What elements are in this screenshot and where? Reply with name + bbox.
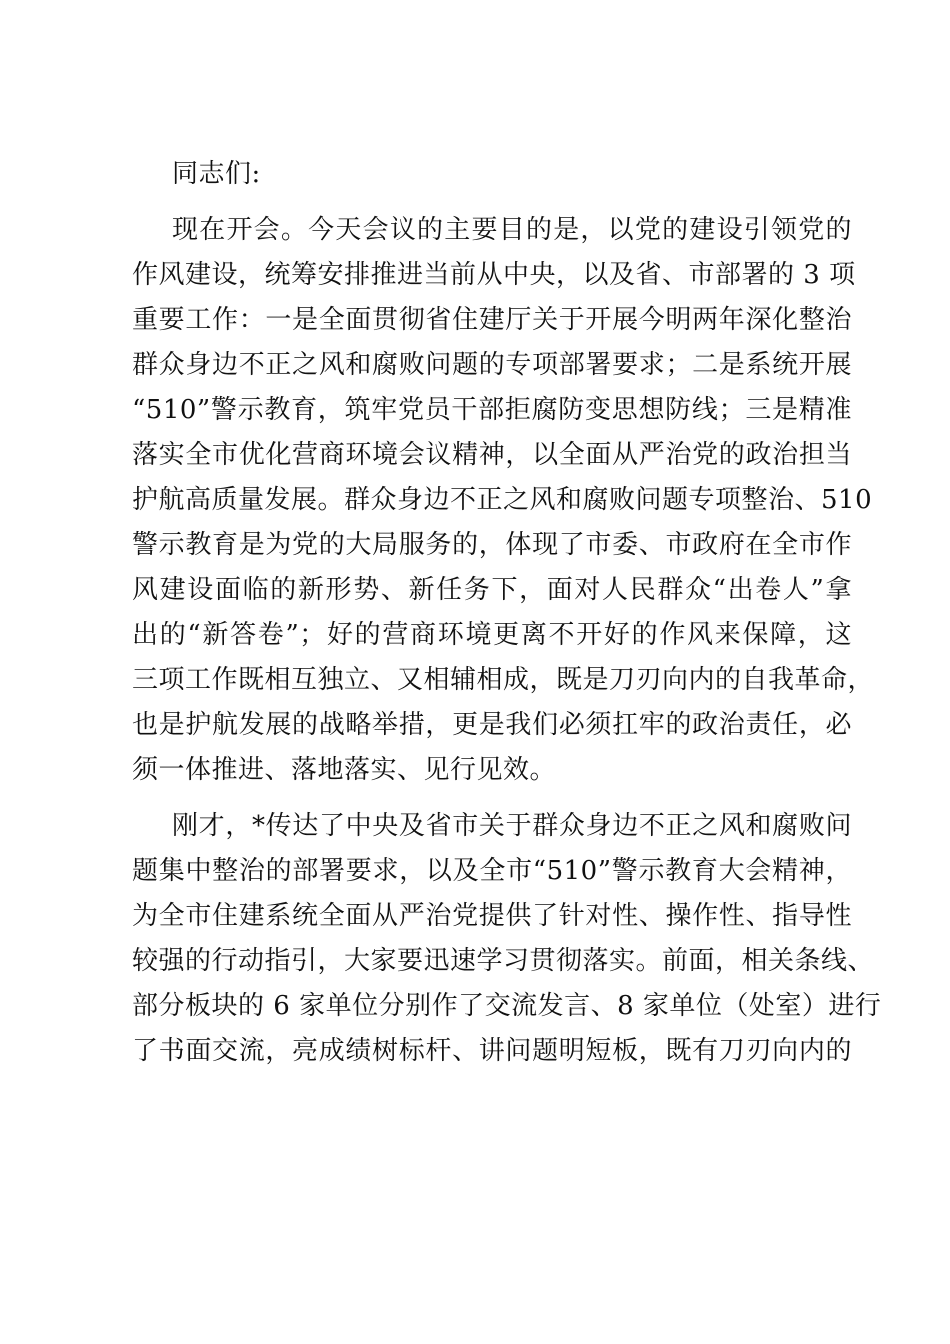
paragraph-line: “510”警示教育，筑牢党员干部拒腐防变思想防线；三是精准 (132, 395, 852, 425)
paragraph-line: 落实全市优化营商环境会议精神，以全面从严治党的政治担当 (132, 440, 852, 470)
paragraph-line: 也是护航发展的战略举措，更是我们必须扛牢的政治责任，必 (132, 710, 852, 740)
paragraph-line: 部分板块的 6 家单位分别作了交流发言、8 家单位（处室）进行 (132, 991, 882, 1021)
paragraph-line: 三项工作既相互独立、又相辅相成，既是刀刃向内的自我革命， (132, 665, 875, 695)
paragraph-line: 重要工作：一是全面贯彻省住建厅关于开展今明两年深化整治 (132, 305, 852, 335)
paragraph-line: 须一体推进、落地落实、见行见效。 (132, 755, 557, 785)
paragraph-line: 风建设面临的新形势、新任务下，面对人民群众“出卷人”拿 (132, 575, 852, 605)
paragraph-gap (132, 197, 852, 208)
paragraph-line: 现在开会。今天会议的主要目的是，以党的建设引领党的 (172, 215, 852, 245)
paragraph-2 (132, 804, 882, 1074)
paragraph-line: 护航高质量发展。群众身边不正之风和腐败问题专项整治、510 (132, 485, 873, 515)
paragraph-line: 出的“新答卷”；好的营商环境更离不开好的作风来保障，这 (132, 620, 852, 650)
paragraph-line: 刚才，*传达了中央及省市关于群众身边不正之风和腐败问 (172, 811, 852, 841)
paragraph-line: 群众身边不正之风和腐败问题的专项部署要求；二是系统开展 (132, 350, 852, 380)
paragraph-line: 题集中整治的部署要求，以及全市“510”警示教育大会精神， (132, 856, 852, 886)
salutation: 同志们: (172, 159, 261, 189)
paragraph-line: 为全市住建系统全面从严治党提供了针对性、操作性、指导性 (132, 901, 852, 931)
paragraph-1 (132, 208, 875, 793)
document-body (132, 152, 882, 1074)
paragraph-line: 较强的行动指引，大家要迅速学习贯彻落实。前面，相关条线、 (132, 946, 875, 976)
paragraph-line: 作风建设，统筹安排推进当前从中央，以及省、市部署的 3 项 (132, 260, 856, 290)
paragraph-line: 警示教育是为党的大局服务的，体现了市委、市政府在全市作 (132, 530, 852, 560)
paragraph-gap (132, 793, 852, 804)
paragraph-line: 了书面交流，亮成绩树标杆、讲问题明短板，既有刀刃向内的 (132, 1036, 852, 1066)
